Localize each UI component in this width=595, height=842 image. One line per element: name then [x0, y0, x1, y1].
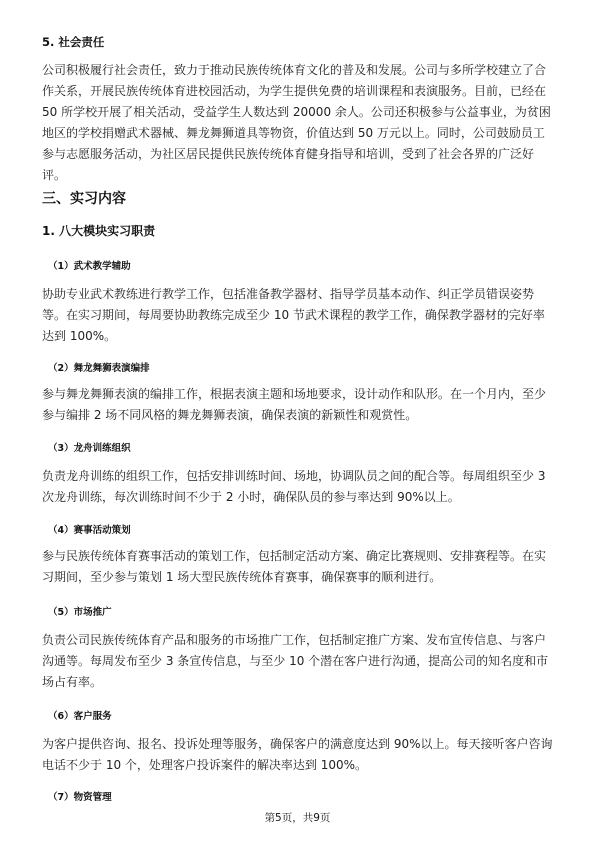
item-paragraph-marketing: 负责公司民族传统体育产品和服务的市场推广工作，包括制定推广方案、发布宣传信息、与客户沟通等。每周发布至少 3 条宣传信息，与至少 10 个潜在客户进行沟通，提高公司的知名度和市场占有率。 [42, 633, 549, 689]
section-heading-social-responsibility: 5. 社会责任 [42, 35, 105, 49]
item-heading-event-planning: （4）赛事活动策划 [48, 525, 131, 536]
item-paragraph-customer-service: 为客户提供咨询、报名、投诉处理等服务，确保客户的满意度达到 90%以上。每天接听客户咨询电话不少于 10 个，处理客户投诉案件的解决率达到 100%。 [42, 737, 553, 772]
item-heading-dragon-lion-dance: （2）舞龙舞狮表演编排 [48, 363, 150, 374]
item-heading-marketing: （5）市场推广 [48, 607, 112, 618]
item-paragraph-dragon-boat: 负责龙舟训练的组织工作，包括安排训练时间、场地，协调队员之间的配合等。每周组织至少 3 次龙舟训练，每次训练时间不少于 2 小时，确保队员的参与率达到 90%以上。 [42, 469, 546, 504]
subsection-heading-module-duties: 1. 八大模块实习职责 [42, 224, 156, 238]
page-number-footer: 第5页，共9页 [264, 812, 331, 824]
chapter-heading-internship-content: 三、实习内容 [42, 191, 126, 207]
item-heading-materials: （7）物资管理 [48, 792, 112, 803]
item-heading-dragon-boat: （3）龙舟训练组织 [48, 443, 131, 454]
item-heading-customer-service: （6）客户服务 [48, 711, 112, 722]
item-paragraph-dragon-lion-dance: 参与舞龙舞狮表演的编排工作，根据表演主题和场地要求，设计动作和队形。在一个月内，至少参与编排 2 场不同风格的舞龙舞狮表演，确保表演的新颖性和观赏性。 [42, 387, 547, 422]
social-responsibility-paragraph: 公司积极履行社会责任，致力于推动民族传统体育文化的普及和发展。公司与多所学校建立了合作关系，开展民族传统体育进校园活动，为学生提供免费的培训课程和表演服务。目前，已经在 50 所学校开展了相关活动，受益学生人数达到 20000 余人。公司还积极参与公益事业，为贫困地区的学校捐赠武术器械、舞龙舞狮道具等物资，价值达到 50 万元以上。同时，公司鼓励员工参与志愿服务活动，为社区居民提供民族传统体育健身指导和培训，受到了社会各界的广泛好评。 [42, 63, 551, 182]
item-paragraph-martial-arts: 协助专业武术教练进行教学工作，包括准备教学器材、指导学员基本动作、纠正学员错误姿势等。在实习期间，每周要协助教练完成至少 10 节武术课程的教学工作，确保教学器材的完好率达到 100%。 [42, 287, 545, 343]
item-paragraph-event-planning: 参与民族传统体育赛事活动的策划工作，包括制定活动方案、确定比赛规则、安排赛程等。在实习期间，至少参与策划 1 场大型民族传统体育赛事，确保赛事的顺利进行。 [42, 549, 547, 584]
item-heading-martial-arts: （1）武术教学辅助 [48, 261, 131, 272]
